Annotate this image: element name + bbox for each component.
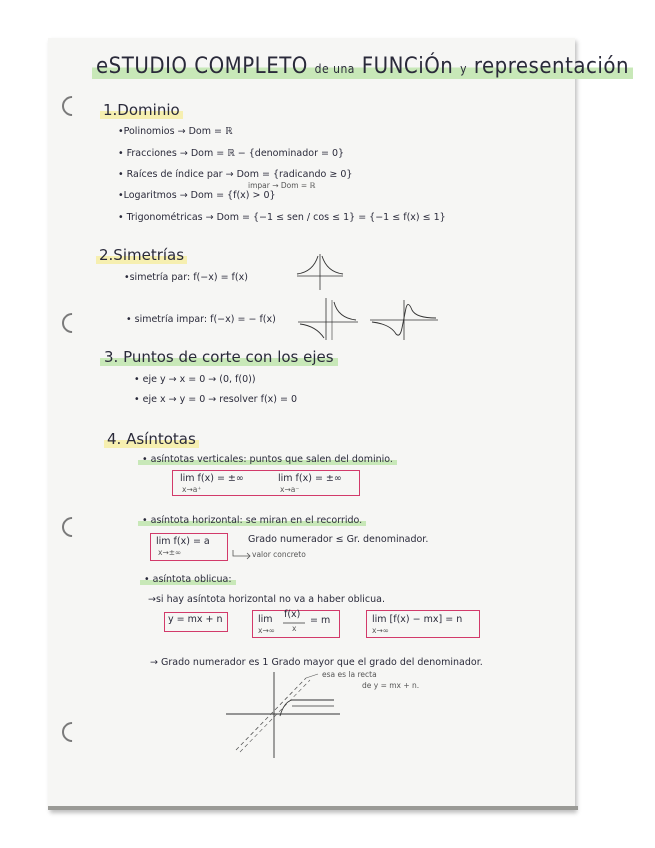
dominio-item: •Polinomios → Dom = ℝ [118, 126, 233, 137]
vertical-limit-right-sub: x→a⁺ [182, 485, 202, 494]
dominio-item: •Logaritmos → Dom = {f(x) > 0} [118, 190, 276, 201]
vertical-limit-left-sub: x→a⁻ [280, 485, 300, 494]
section-cortes-heading: 3. Puntos de corte con los ejes [100, 348, 338, 366]
horizontal-limit: lim f(x) = a [156, 536, 210, 547]
oblicua-grado-note: → Grado numerador es 1 Grado mayor que el grado del denominador. [150, 657, 483, 668]
section-simetrias-heading: 2.Simetrías [96, 246, 187, 264]
oblique-asymptote-sketch [222, 670, 352, 760]
slope-limit-den: x [292, 624, 297, 633]
valor-concreto-note: valor concreto [252, 550, 306, 559]
dominio-item: • Trigonométricas → Dom = {−1 ≤ sen / cos ≤ 1} = {−1 ≤ f(x) ≤ 1} [118, 212, 446, 223]
section-asintotas-heading: 4. Asíntotas [104, 430, 199, 448]
slope-limit-lim: lim [258, 614, 273, 625]
horizontal-limit-sub: x→±∞ [158, 548, 182, 557]
section-dominio-heading: 1.Dominio [100, 101, 183, 119]
intercept-limit-sub: x→∞ [372, 626, 389, 635]
oblicua-note: →si hay asíntota horizontal no va a haber oblicua. [148, 594, 385, 605]
corte-eje-y: • eje y → x = 0 → (0, f(0)) [134, 374, 256, 385]
simetria-impar: • simetría impar: f(−x) = − f(x) [126, 314, 276, 325]
horizontal-grado-note: Grado numerador ≤ Gr. denominador. [248, 534, 429, 545]
arrow-icon [232, 550, 252, 560]
page-title: eSTUDIO COMPLETO de una FUNCiÓn y representación [92, 54, 633, 79]
vertical-limit-right: lim f(x) = ±∞ [180, 473, 244, 484]
oblique-equation: y = mx + n [168, 614, 223, 625]
dominio-note: impar → Dom = ℝ [248, 181, 316, 190]
slope-limit-num: f(x) [284, 609, 301, 620]
simetria-par: •simetría par: f(−x) = f(x) [124, 272, 248, 283]
even-function-sketch [295, 252, 345, 292]
recta-note-2: de y = mx + n. [362, 681, 420, 690]
slope-limit-eq: = m [310, 615, 331, 626]
odd-function-sketch-2 [368, 298, 440, 342]
asintotas-verticales-label: • asíntotas verticales: puntos que salen del dominio. [138, 454, 397, 465]
dominio-item: • Raíces de índice par → Dom = {radicando ≥ 0} [118, 169, 353, 180]
odd-function-sketch-1 [296, 296, 360, 342]
slope-limit-sub: x→∞ [258, 626, 275, 635]
asintota-horizontal-label: • asíntota horizontal: se miran en el recorrido. [138, 515, 366, 526]
corte-eje-x: • eje x → y = 0 → resolver f(x) = 0 [134, 394, 298, 405]
intercept-limit: lim [f(x) − mx] = n [372, 614, 463, 625]
page-shadow [48, 806, 578, 810]
asintota-oblicua-label: • asíntota oblicua: [140, 574, 236, 585]
dominio-item: • Fracciones → Dom = ℝ − {denominador = 0} [118, 148, 345, 159]
recta-note-1: esa es la recta [322, 670, 377, 679]
vertical-limit-left: lim f(x) = ±∞ [278, 473, 342, 484]
